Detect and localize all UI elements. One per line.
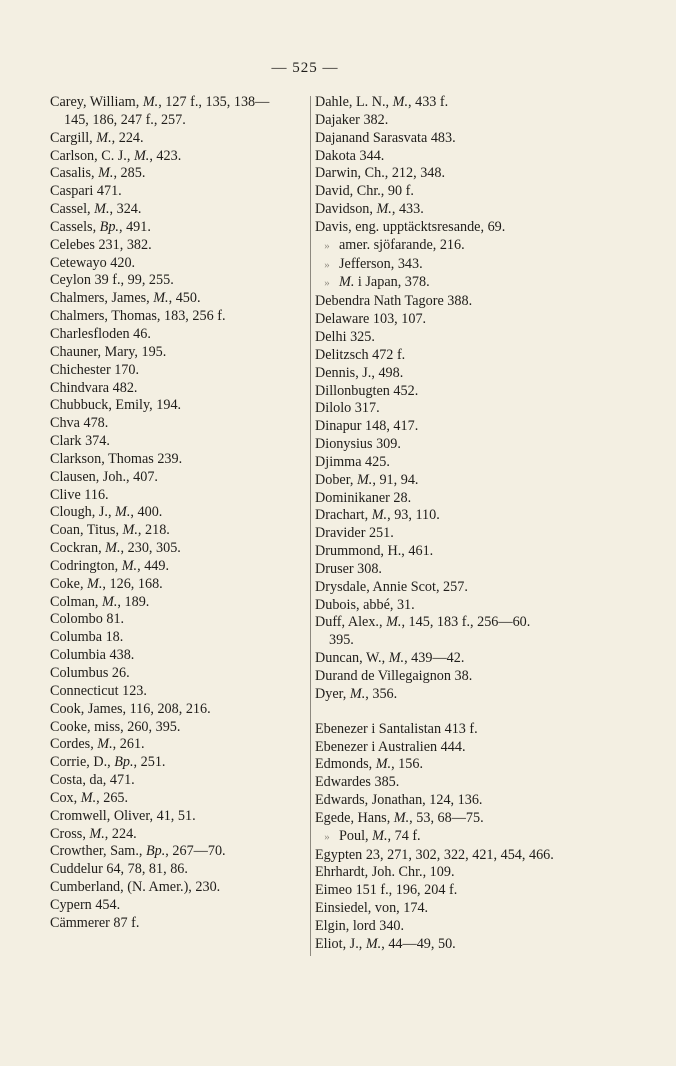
index-entry: Egypten 23, 271, 302, 322, 421, 454, 466. xyxy=(315,846,554,863)
index-entry: Cassels, Bp., 491. xyxy=(50,218,151,235)
section-gap xyxy=(315,704,615,721)
index-entry: » amer. sjöfarande, 216. xyxy=(315,237,615,256)
index-entry: Cargill, M., 224. xyxy=(50,129,144,146)
index-entry: Chindvara 482. xyxy=(50,379,138,396)
index-entry: Eimeo 151 f., 196, 204 f. xyxy=(315,882,458,899)
index-entry: Dinapur 148, 417. xyxy=(315,418,419,435)
index-entry: Dionysius 309. xyxy=(315,436,401,453)
index-entry: Edwardes 385. xyxy=(315,774,400,791)
index-entry: Duncan, W., M., 439—42. xyxy=(315,650,465,667)
index-column-right xyxy=(315,94,615,954)
index-entry: Debendra Nath Tagore 388. xyxy=(315,293,473,310)
index-entry: Cromwell, Oliver, 41, 51. xyxy=(50,807,196,824)
ditto-mark: » xyxy=(324,277,330,290)
index-entry: Coke, M., 126, 168. xyxy=(50,575,163,592)
index-entry: Davidson, M., 433. xyxy=(315,201,424,218)
index-entry: Delitzsch 472 f. xyxy=(315,346,406,363)
ditto-mark: » xyxy=(324,258,330,271)
index-entry: Chauner, Mary, 195. xyxy=(50,343,167,360)
index-entry: Chalmers, Thomas, 183, 256 f. xyxy=(50,308,226,325)
index-entry: Carey, William, M., 127 f., 135, 138— xyxy=(50,94,270,110)
index-entry: Ceylon 39 f., 99, 255. xyxy=(50,272,174,289)
index-column-left xyxy=(50,94,300,933)
index-entry: Dilolo 317. xyxy=(315,400,380,417)
index-entry: Duff, Alex., M., 145, 183 f., 256—60. xyxy=(315,614,531,631)
index-entry: Ehrhardt, Joh. Chr., 109. xyxy=(315,864,455,881)
index-entry: Colman, M., 189. xyxy=(50,593,150,610)
index-entry: David, Chr., 90 f. xyxy=(315,183,414,200)
index-entry: Columbia 438. xyxy=(50,647,135,664)
index-entry: Crowther, Sam., Bp., 267—70. xyxy=(50,843,226,860)
index-entry: Dillonbugten 452. xyxy=(315,382,419,399)
index-entry: Durand de Villegaignon 38. xyxy=(315,668,473,684)
index-entry: Columba 18. xyxy=(50,629,124,646)
index-entry: Edmonds, M., 156. xyxy=(315,756,423,773)
index-entry: Dahle, L. N., M., 433 f. xyxy=(315,94,449,110)
index-entry: Clausen, Joh., 407. xyxy=(50,468,158,485)
index-entry: Darwin, Ch., 212, 348. xyxy=(315,165,446,182)
index-entry: Cassel, M., 324. xyxy=(50,201,142,218)
page-number: — 525 — xyxy=(271,60,339,76)
index-entry: Cox, M., 265. xyxy=(50,789,129,806)
index-entry: Clive 116. xyxy=(50,486,109,503)
ditto-mark: » xyxy=(324,239,330,252)
index-entry: Columbus 26. xyxy=(50,665,130,681)
index-entry-continuation: 395. xyxy=(329,632,354,649)
index-entry: Cross, M., 224. xyxy=(50,825,137,842)
index-entry: Drummond, H., 461. xyxy=(315,543,434,560)
index-entry: Eliot, J., M., 44—49, 50. xyxy=(315,935,456,952)
index-entry: Drachart, M., 93, 110. xyxy=(315,507,440,524)
index-entry: Dyer, M., 356. xyxy=(315,685,398,702)
index-entry: Costa, da, 471. xyxy=(50,772,135,789)
index-entry: Drysdale, Annie Scot, 257. xyxy=(315,578,468,595)
index-entry: Clarkson, Thomas 239. xyxy=(50,450,183,467)
index-entry: » M. i Japan, 378. xyxy=(315,274,615,293)
index-entry: Chalmers, James, M., 450. xyxy=(50,290,201,307)
index-entry: Delaware 103, 107. xyxy=(315,311,427,328)
index-entry: Cook, James, 116, 208, 216. xyxy=(50,700,211,717)
index-entry: Cockran, M., 230, 305. xyxy=(50,540,181,557)
index-entry: Ebenezer i Australien 444. xyxy=(315,738,466,755)
index-entry: Clark 374. xyxy=(50,433,110,450)
index-entry: Cumberland, (N. Amer.), 230. xyxy=(50,879,221,896)
index-entry: Einsiedel, von, 174. xyxy=(315,900,429,917)
index-entry: Dajanand Sarasvata 483. xyxy=(315,129,456,146)
index-entry: Ebenezer i Santalistan 413 f. xyxy=(315,720,478,737)
index-entry: Dajaker 382. xyxy=(315,111,389,128)
index-entry: Cämmerer 87 f. xyxy=(50,914,140,931)
index-entry: Connecticut 123. xyxy=(50,682,147,699)
index-entry: Charlesfloden 46. xyxy=(50,325,151,342)
index-entry: Dubois, abbé, 31. xyxy=(315,596,415,613)
index-entry: Chichester 170. xyxy=(50,361,140,378)
index-entry: Cypern 454. xyxy=(50,896,121,913)
index-entry: Cetewayo 420. xyxy=(50,254,136,271)
index-entry: » Poul, M., 74 f. xyxy=(315,828,615,847)
index-entry: Dravider 251. xyxy=(315,525,394,542)
index-entry: Caspari 471. xyxy=(50,183,122,200)
index-entry: Corrie, D., Bp., 251. xyxy=(50,754,166,771)
index-entry: Dennis, J., 498. xyxy=(315,364,404,381)
index-entry: Dakota 344. xyxy=(315,147,385,164)
index-entry: Codrington, M., 449. xyxy=(50,557,170,574)
ditto-mark: » xyxy=(324,830,330,843)
index-entry: Dominikaner 28. xyxy=(315,489,412,506)
index-entry: Elgin, lord 340. xyxy=(315,917,405,934)
index-entry: Cordes, M., 261. xyxy=(50,736,145,753)
index-entry: Celebes 231, 382. xyxy=(50,236,152,253)
index-entry-continuation: 145, 186, 247 f., 257. xyxy=(64,111,186,128)
index-entry: Egede, Hans, M., 53, 68—75. xyxy=(315,809,484,826)
index-entry: Chva 478. xyxy=(50,415,109,432)
index-entry: Clough, J., M., 400. xyxy=(50,504,163,521)
index-entry: Davis, eng. upptäcktsresande, 69. xyxy=(315,218,506,235)
index-entry: Casalis, M., 285. xyxy=(50,165,146,182)
index-entry: Cuddelur 64, 78, 81, 86. xyxy=(50,861,188,878)
index-entry: Carlson, C. J., M., 423. xyxy=(50,147,182,164)
index-entry: Dober, M., 91, 94. xyxy=(315,471,419,488)
index-entry: Druser 308. xyxy=(315,560,382,577)
index-entry: Delhi 325. xyxy=(315,328,375,345)
index-entry: Colombo 81. xyxy=(50,611,125,628)
index-entry: » Jefferson, 343. xyxy=(315,256,615,275)
index-entry: Djimma 425. xyxy=(315,453,390,470)
index-entry: Cooke, miss, 260, 395. xyxy=(50,718,181,735)
index-entry: Coan, Titus, M., 218. xyxy=(50,522,170,539)
column-divider xyxy=(310,96,311,956)
index-entry: Edwards, Jonathan, 124, 136. xyxy=(315,792,483,809)
index-entry: Chubbuck, Emily, 194. xyxy=(50,397,182,414)
